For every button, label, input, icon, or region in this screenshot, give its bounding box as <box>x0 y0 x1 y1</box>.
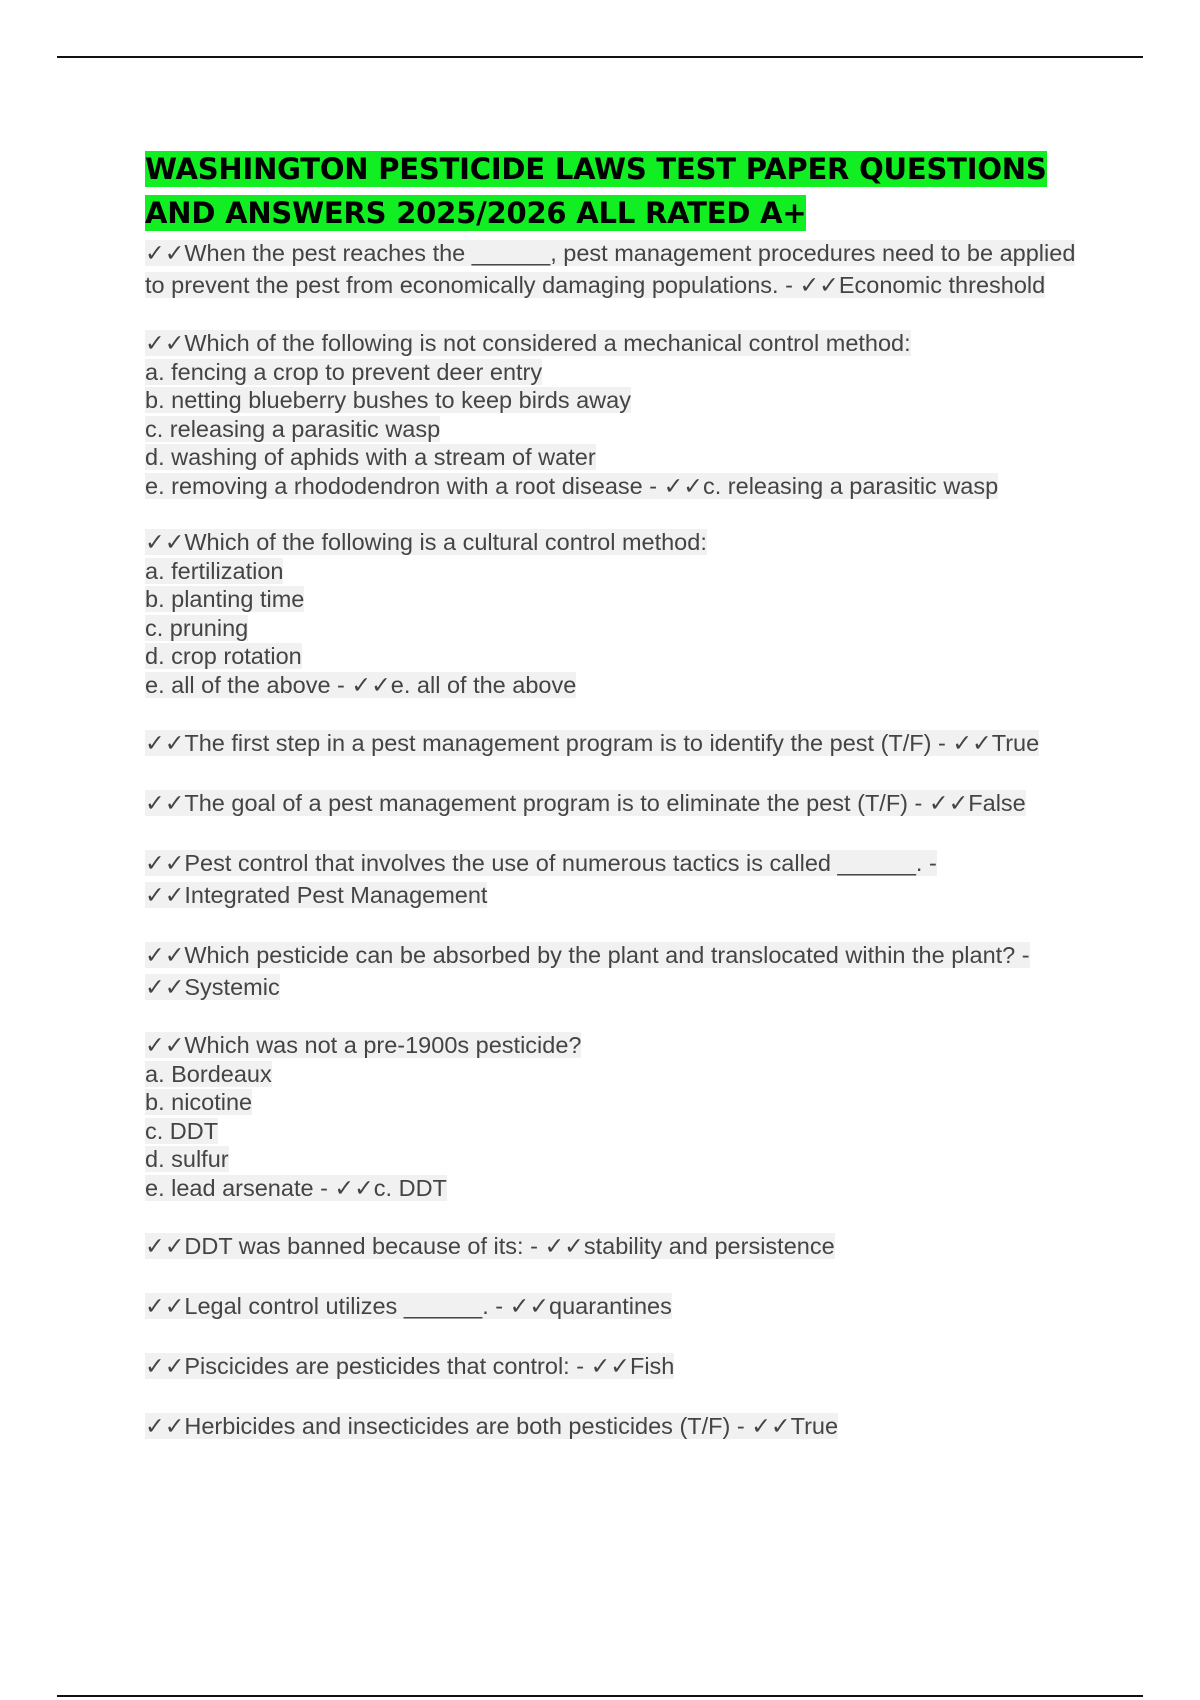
document-title-text: WASHINGTON PESTICIDE LAWS TEST PAPER QUESTIONS AND ANSWERS 2025/2026 ALL RATED A+ <box>145 152 1047 230</box>
qa-line <box>145 415 1105 444</box>
qa-line <box>145 443 1105 472</box>
qa-line-text: b. netting blueberry bushes to keep birds away <box>145 387 631 413</box>
qa-line <box>145 386 1105 415</box>
qa-line <box>145 614 1105 643</box>
qa-line-text: ✓✓Herbicides and insecticides are both pesticides (T/F) - ✓✓True <box>145 1413 839 1439</box>
footer-rule <box>57 1695 1143 1697</box>
qa-line <box>145 1117 1105 1146</box>
qa-item <box>145 1350 1105 1382</box>
qa-question-line <box>145 1410 1105 1442</box>
qa-question-line <box>145 528 1105 557</box>
qa-line <box>145 1088 1105 1117</box>
qa-item <box>145 727 1105 759</box>
qa-item <box>145 787 1105 819</box>
qa-question-line <box>145 1230 1105 1262</box>
qa-line-text: e. removing a rhododendron with a root disease - ✓✓c. releasing a parasitic wasp <box>145 472 999 499</box>
qa-item <box>145 1290 1105 1322</box>
qa-line-text: c. pruning <box>145 614 249 641</box>
qa-item <box>145 847 1105 911</box>
qa-question-line <box>145 1031 1105 1060</box>
qa-line-text: ✓✓The goal of a pest management program is to eliminate the pest (T/F) - ✓✓False <box>145 790 1026 816</box>
qa-line <box>145 472 1105 501</box>
qa-line-text: b. nicotine <box>145 1089 253 1115</box>
qa-line-text: c. releasing a parasitic wasp <box>145 415 441 442</box>
qa-line <box>145 671 1105 700</box>
qa-line-text: ✓✓Pest control that involves the use of numerous tactics is called ______. - <box>145 850 937 876</box>
qa-line <box>145 879 1105 911</box>
qa-line-text: d. crop rotation <box>145 643 302 669</box>
qa-line-text: ✓✓Systemic <box>145 974 280 1000</box>
qa-line-text: a. fertilization <box>145 557 284 584</box>
document-title <box>145 147 1105 235</box>
qa-line-text: a. fencing a crop to prevent deer entry <box>145 358 543 385</box>
qa-question-line <box>145 727 1105 759</box>
qa-question-line <box>145 847 1105 879</box>
qa-item <box>145 939 1105 1003</box>
qa-item <box>145 1410 1105 1442</box>
qa-line <box>145 971 1105 1003</box>
qa-line-text: a. Bordeaux <box>145 1060 272 1087</box>
qa-item <box>145 329 1105 500</box>
qa-question-line <box>145 329 1105 358</box>
qa-item <box>145 528 1105 699</box>
qa-line <box>145 1060 1105 1089</box>
qa-line <box>145 642 1105 671</box>
qa-question-line <box>145 1290 1105 1322</box>
qa-line <box>145 585 1105 614</box>
document-body <box>145 147 1105 1442</box>
qa-list <box>145 237 1105 1442</box>
qa-line-text: ✓✓Integrated Pest Management <box>145 882 488 908</box>
qa-line-text: d. washing of aphids with a stream of water <box>145 444 596 470</box>
qa-line-text: ✓✓Which of the following is not considered a mechanical control method: <box>145 330 911 356</box>
qa-item <box>145 1031 1105 1202</box>
qa-item <box>145 237 1105 301</box>
qa-line-text: to prevent the pest from economically damaging populations. - ✓✓Economic threshold <box>145 272 1046 298</box>
qa-line-text: b. planting time <box>145 586 305 612</box>
qa-question-line <box>145 939 1105 971</box>
qa-line-text: ✓✓Which was not a pre-1900s pesticide? <box>145 1032 582 1058</box>
header-rule <box>57 56 1143 58</box>
qa-line <box>145 1174 1105 1203</box>
qa-line-text: ✓✓Legal control utilizes ______. - ✓✓quarantines <box>145 1293 672 1319</box>
qa-question-line <box>145 787 1105 819</box>
qa-line-text: ✓✓When the pest reaches the ______, pest management procedures need to be applied <box>145 240 1076 266</box>
qa-line <box>145 269 1105 301</box>
qa-line-text: ✓✓The first step in a pest management program is to identify the pest (T/F) - ✓✓True <box>145 730 1040 756</box>
qa-item <box>145 1230 1105 1262</box>
qa-line <box>145 358 1105 387</box>
qa-line-text: e. lead arsenate - ✓✓c. DDT <box>145 1174 447 1201</box>
qa-question-line <box>145 237 1105 269</box>
qa-line <box>145 557 1105 586</box>
qa-line-text: ✓✓DDT was banned because of its: - ✓✓stability and persistence <box>145 1233 835 1259</box>
qa-line-text: ✓✓Piscicides are pesticides that control: - ✓✓Fish <box>145 1353 675 1379</box>
qa-line-text: c. DDT <box>145 1117 219 1144</box>
qa-question-line <box>145 1350 1105 1382</box>
qa-line-text: ✓✓Which of the following is a cultural control method: <box>145 529 707 555</box>
qa-line-text: e. all of the above - ✓✓e. all of the above <box>145 671 577 698</box>
qa-line-text: ✓✓Which pesticide can be absorbed by the plant and translocated within the plant? - <box>145 942 1030 968</box>
qa-line-text: d. sulfur <box>145 1146 229 1172</box>
qa-line <box>145 1145 1105 1174</box>
